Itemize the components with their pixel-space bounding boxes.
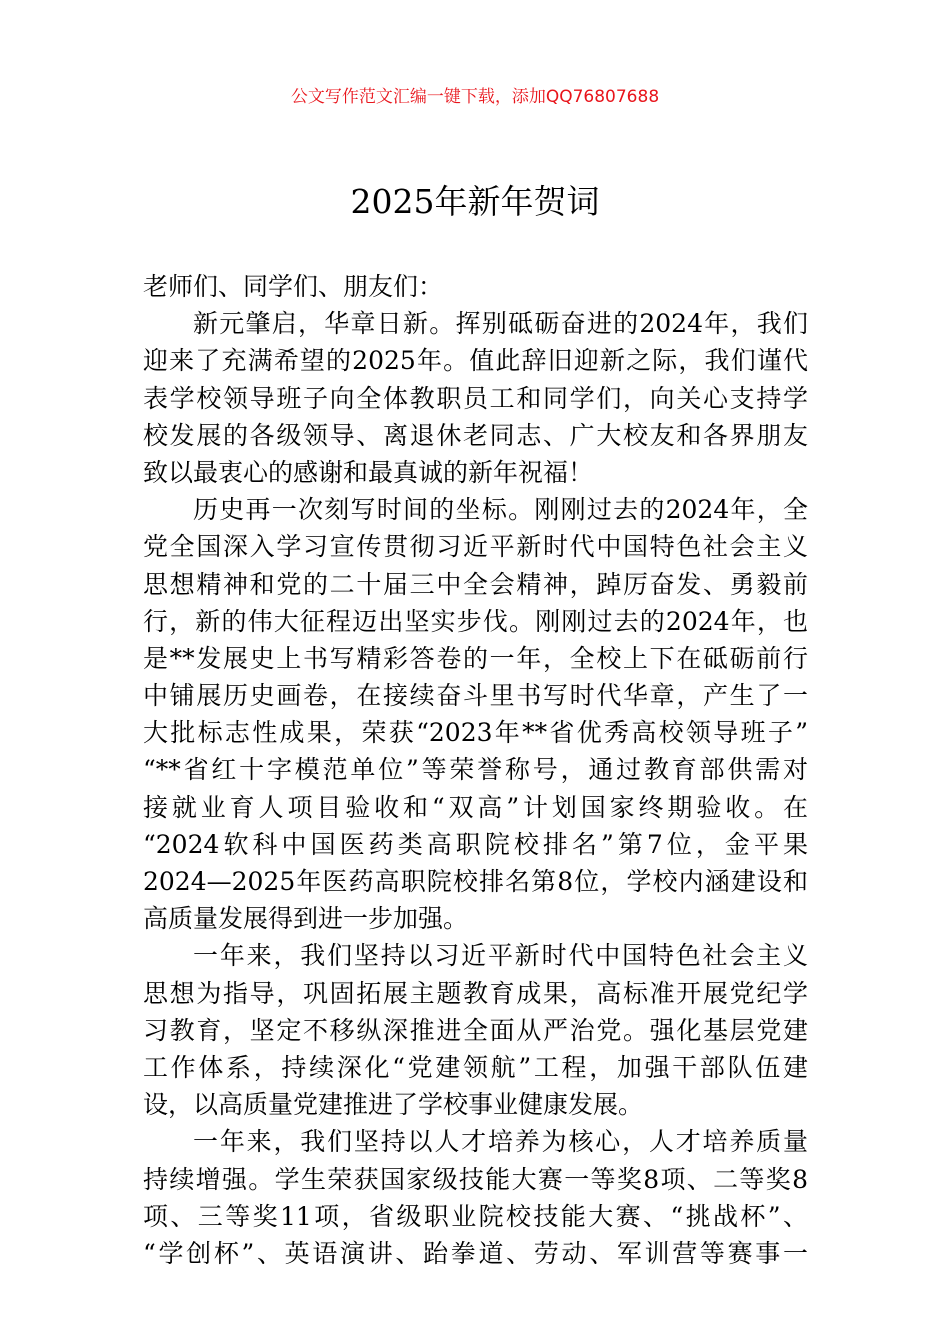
promo-banner: 公文写作范文汇编一键下载，添加QQ76807688 <box>290 87 660 107</box>
text-line: 行，新的伟大征程迈出坚实步伐。刚刚过去的2024年，也 <box>143 606 808 636</box>
text-line: 一年来，我们坚持以人才培养为核心，人才培养质量 <box>193 1127 808 1157</box>
text-line: 历史再一次刻写时间的坐标。刚刚过去的2024年，全 <box>193 495 808 525</box>
text-line: “**省红十字模范单位”等荣誉称号，通过教育部供需对 <box>143 755 808 785</box>
text-line: 高质量发展得到进一步加强。 <box>143 904 469 934</box>
text-line: “2024软科中国医药类高职院校排名”第7位，金平果 <box>143 829 808 859</box>
text-line: 持续增强。学生荣获国家级技能大赛一等奖8项、二等奖8 <box>143 1164 808 1194</box>
text-line: “学创杯”、英语演讲、跆拳道、劳动、军训营等赛事一 <box>143 1238 808 1268</box>
text-line: 迎来了充满希望的2025年。值此辞旧迎新之际，我们谨代 <box>143 346 808 376</box>
text-line: 表学校领导班子向全体教职员工和同学们，向关心支持学 <box>143 383 808 413</box>
text-line: 中铺展历史画卷，在接续奋斗里书写时代华章，产生了一 <box>143 681 808 711</box>
text-line: 大批标志性成果，荣获“2023年**省优秀高校领导班子” <box>143 718 808 748</box>
text-line: 一年来，我们坚持以习近平新时代中国特色社会主义 <box>193 941 808 971</box>
text-line: 致以最衷心的感谢和最真诚的新年祝福！ <box>143 457 594 487</box>
text-line: 思想为指导，巩固拓展主题教育成果，高标准开展党纪学 <box>143 978 808 1008</box>
text-line: 新元肇启，华章日新。挥别砥砺奋进的2024年，我们 <box>193 309 808 339</box>
text-line: 是**发展史上书写精彩答卷的一年，全校上下在砥砺前行 <box>143 643 808 673</box>
text-line: 项、三等奖11项，省级职业院校技能大赛、“挑战杯”、 <box>143 1201 808 1231</box>
text-line: 习教育，坚定不移纵深推进全面从严治党。强化基层党建 <box>143 1015 808 1045</box>
text-line: 校发展的各级领导、离退休老同志、广大校友和各界朋友 <box>143 420 808 450</box>
text-line: 设，以高质量党建推进了学校事业健康发展。 <box>143 1090 644 1120</box>
text-line: 工作体系，持续深化“党建领航”工程，加强干部队伍建 <box>143 1052 808 1082</box>
text-line: 党全国深入学习宣传贯彻习近平新时代中国特色社会主义 <box>143 532 808 562</box>
page-title: 2025年新年贺词 <box>350 182 600 221</box>
text-line: 思想精神和党的二十届三中全会精神，踔厉奋发、勇毅前 <box>143 569 808 599</box>
document-body <box>143 268 808 1272</box>
text-line: 老师们、同学们、朋友们： <box>143 272 444 301</box>
text-line: 2024—2025年医药高职院校排名第8位，学校内涵建设和 <box>143 867 808 896</box>
text-line: 接就业育人项目验收和“双高”计划国家终期验收。在 <box>143 792 808 822</box>
